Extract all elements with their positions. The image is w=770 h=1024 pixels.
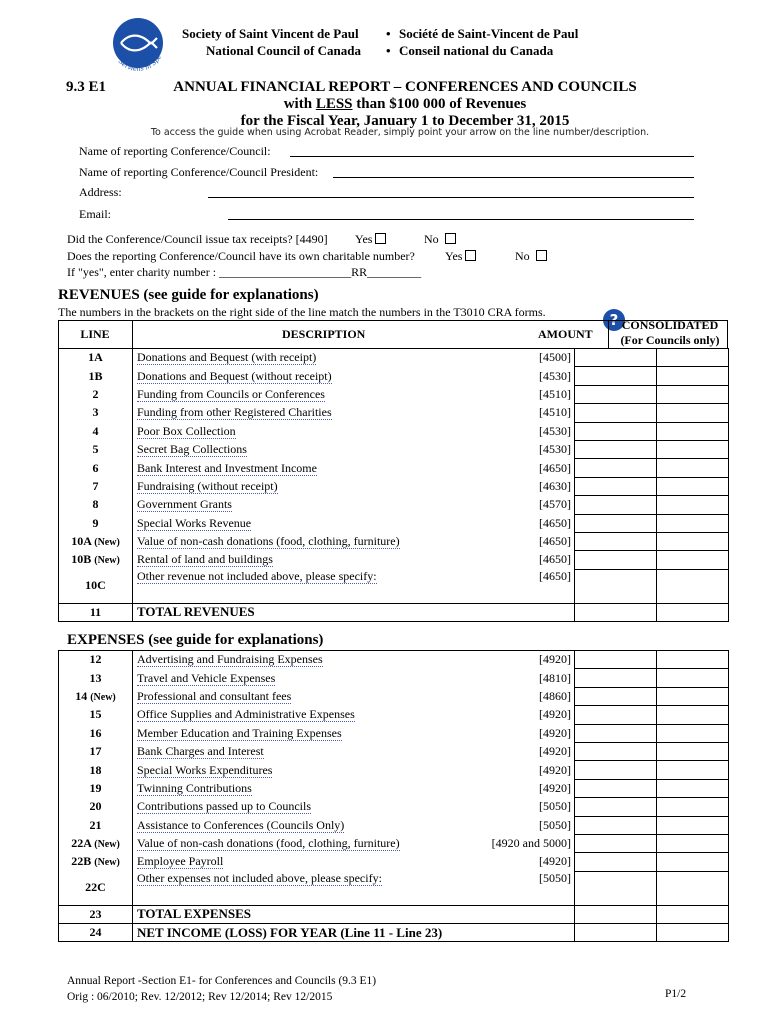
report-title: ANNUAL FINANCIAL REPORT – CONFERENCES AND COUNCILS [173,79,637,95]
cra-code: [4920] [473,853,575,871]
col-amount: AMOUNT [538,327,593,341]
line-number: 23 [59,905,133,923]
line-number[interactable]: 14 (New) [59,687,133,705]
line-number[interactable]: 1B [59,367,133,385]
fiscal-year: for the Fiscal Year, January 1 to December 31, 2015 [240,113,570,129]
form-id: 9.3 E1 [66,79,107,95]
org-name-fr: Société de Saint-Vincent de Paul [399,26,579,41]
table-row [59,477,729,495]
amount-field[interactable] [575,422,657,440]
line-number[interactable]: 22A (New) [59,834,133,852]
charitable-no: No [515,249,547,264]
address-label: Address: [79,185,122,199]
line-number[interactable]: 16 [59,724,133,742]
cra-code: [4920] [473,706,575,724]
line-number[interactable]: 10C [59,569,133,603]
table-row [59,349,729,367]
consolidated-field[interactable] [657,816,729,834]
amount-field[interactable] [575,779,657,797]
consolidated-field[interactable] [657,422,729,440]
amount-field[interactable] [575,742,657,760]
table-row [59,724,729,742]
line-description[interactable]: Advertising and Fundraising Expenses [137,652,323,667]
ssvp-logo [107,17,169,79]
line-number[interactable]: 2 [59,385,133,403]
line-description[interactable]: Travel and Vehicle Expenses [137,670,276,685]
amount-field[interactable] [575,871,657,905]
table-row [59,532,729,550]
line-number[interactable]: 22C [59,871,133,905]
amount-field[interactable] [575,706,657,724]
line-description[interactable]: Special Works Expenditures [137,762,273,777]
consolidated-field[interactable] [657,853,729,871]
consolidated-field[interactable] [657,651,729,669]
consolidated-field[interactable] [657,706,729,724]
table-row [59,367,729,385]
consolidated-field[interactable] [657,496,729,514]
line-description[interactable]: Government Grants [137,497,232,512]
cra-code: [4650] [473,551,575,569]
total-description: TOTAL EXPENSES [133,905,575,923]
table-row [59,798,729,816]
tax-receipts-no: No [424,232,456,247]
amount-field[interactable] [575,853,657,871]
consolidated-field[interactable] [657,871,729,905]
footer-line-1: Annual Report -Section E1- for Conferences and Councils (9.3 E1) [67,975,377,987]
consolidated-field[interactable] [657,532,729,550]
cra-code: [4920] [473,724,575,742]
cra-code: [4650] [473,459,575,477]
line-number[interactable]: 6 [59,459,133,477]
logo-motto: Serviens in Spe [116,53,164,73]
page-number: P1/2 [665,988,687,1000]
line-number[interactable]: 10B (New) [59,551,133,569]
cra-code: [4570] [473,496,575,514]
line-description[interactable]: Donations and Bequest (with receipt) [137,350,317,365]
consolidated-field[interactable] [657,742,729,760]
amount-field[interactable] [575,724,657,742]
tax-receipts-question: Did the Conference/Council issue tax receipts? [4490] [67,232,328,246]
amount-field[interactable] [575,816,657,834]
cra-code: [4530] [473,422,575,440]
consolidated-field[interactable] [657,459,729,477]
footer-line-2: Orig : 06/2010; Rev. 12/2012; Rev 12/2014; Rev 12/2015 [67,991,333,1003]
cra-code: [4530] [473,440,575,458]
line-description[interactable]: Bank Charges and Interest [137,744,264,759]
line-number[interactable]: 19 [59,779,133,797]
table-row [59,687,729,705]
line-number[interactable]: 20 [59,798,133,816]
cra-code: [4860] [473,687,575,705]
total-description: TOTAL REVENUES [133,603,575,621]
line-number[interactable]: 15 [59,706,133,724]
amount-field[interactable] [575,404,657,422]
line-description[interactable]: Secret Bag Collections [137,442,247,457]
line-description[interactable]: Twinning Contributions [137,780,252,795]
line-description[interactable]: Fundraising (without receipt) [137,478,278,493]
address-field[interactable] [208,197,694,198]
table-row [59,514,729,532]
table-row [59,871,729,905]
cra-code: [4650] [473,514,575,532]
line-number[interactable]: 8 [59,496,133,514]
line-number[interactable]: 17 [59,742,133,760]
table-row [59,834,729,852]
line-description[interactable]: Rental of land and buildings [137,552,273,567]
line-description[interactable]: Value of non-cash donations (food, clothing, furniture) [137,836,400,851]
cra-code: [4920] [473,779,575,797]
charitable-yes: Yes [445,249,476,264]
council-name-en: National Council of Canada [206,43,361,58]
consolidated-field[interactable] [657,724,729,742]
total-description: NET INCOME (LOSS) FOR YEAR (Line 11 - Line 23) [133,924,575,942]
cra-code: [4630] [473,477,575,495]
line-number: 11 [59,603,133,621]
consolidated-field[interactable] [657,798,729,816]
amount-field[interactable] [575,669,657,687]
amount-field[interactable] [575,496,657,514]
header-bullet-2: • [386,43,391,58]
consolidated-field[interactable] [657,779,729,797]
name-field[interactable] [290,156,694,157]
table-row [59,496,729,514]
cra-code: [4920] [473,651,575,669]
consolidated-field[interactable] [657,514,729,532]
amount-field[interactable] [575,367,657,385]
line-description[interactable]: Contributions passed up to Councils [137,799,311,814]
table-row [59,761,729,779]
email-field[interactable] [228,219,694,220]
charitable-yes-checkbox[interactable] [465,250,476,261]
amount-field[interactable] [575,834,657,852]
line-description[interactable]: Assistance to Conferences (Councils Only) [137,817,345,832]
cra-code: [4500] [473,349,575,367]
total-amount-field[interactable] [575,905,657,923]
org-name-en: Society of Saint Vincent de Paul [182,26,359,41]
charitable-number-question: Does the reporting Conference/Council have its own charitable number? [67,249,415,263]
col-description: DESCRIPTION [282,327,366,341]
line-description[interactable]: Other revenue not included above, please specify: [137,569,377,584]
amount-field[interactable] [575,477,657,495]
table-row [59,440,729,458]
line-description[interactable]: Employee Payroll [137,854,224,869]
total-consolidated-field[interactable] [657,603,729,621]
consolidated-field[interactable] [657,349,729,367]
line-number[interactable]: 18 [59,761,133,779]
cra-code: [5050] [473,798,575,816]
cra-code: [4510] [473,385,575,403]
table-row [59,459,729,477]
charity-number-field[interactable]: If "yes", enter charity number : ______________________RR_________ [67,265,422,279]
consolidated-field[interactable] [657,834,729,852]
table-row [59,706,729,724]
consolidated-field[interactable] [657,477,729,495]
table-row [59,816,729,834]
line-number[interactable]: 1A [59,349,133,367]
line-description[interactable]: Poor Box Collection [137,423,236,438]
table-row [59,385,729,403]
revenues-heading: REVENUES (see guide for explanations) [58,287,319,303]
footer [67,973,376,1005]
line-number: 24 [59,924,133,942]
guide-note: To access the guide when using Acrobat Reader, simply point your arrow on the line number/description. [150,127,650,138]
table-row [59,551,729,569]
cra-code: [4650] [473,569,575,603]
council-name-fr: Conseil national du Canada [399,43,554,58]
cra-code: [4920] [473,742,575,760]
consolidated-field[interactable] [657,687,729,705]
line-description[interactable]: Bank Interest and Investment Income [137,460,317,475]
president-field[interactable] [333,177,694,178]
cra-code: [4920] [473,761,575,779]
cra-code: [4920 and 5000] [473,834,575,852]
amount-field[interactable] [575,532,657,550]
t3010-note: The numbers in the brackets on the right side of the line match the numbers in the T3010 CRA forms. [58,305,546,319]
line-description[interactable]: Value of non-cash donations (food, clothing, furniture) [137,534,400,549]
total-amount-field[interactable] [575,924,657,942]
help-icon[interactable]: ? [603,309,625,331]
line-description[interactable]: Funding from Councils or Conferences [137,386,325,401]
revenues-table [58,348,729,622]
expenses-table [58,650,729,942]
consolidated-field[interactable] [657,367,729,385]
col-line: LINE [80,327,110,341]
cra-code: [4510] [473,404,575,422]
consolidated-field[interactable] [657,669,729,687]
line-number[interactable]: 9 [59,514,133,532]
net-income-row [59,924,729,942]
cra-code: [4810] [473,669,575,687]
cra-code: [5050] [473,816,575,834]
table-row [59,779,729,797]
consolidated-header: CONSOLIDATED (For Councils only) [620,318,720,347]
president-label: Name of reporting Conference/Council President: [79,165,319,179]
table-row [59,569,729,603]
cra-code: [4650] [473,532,575,550]
amount-field[interactable] [575,569,657,603]
consolidated-field[interactable] [657,761,729,779]
total-expenses-row [59,905,729,923]
amount-field[interactable] [575,459,657,477]
total-amount-field[interactable] [575,603,657,621]
table-header [58,320,728,348]
line-number[interactable]: 10A (New) [59,532,133,550]
consolidated-field[interactable] [657,440,729,458]
table-row [59,422,729,440]
line-number[interactable]: 7 [59,477,133,495]
line-number[interactable]: 22B (New) [59,853,133,871]
tax-receipts-yes-checkbox[interactable] [375,233,386,244]
line-description[interactable]: Donations and Bequest (without receipt) [137,368,332,383]
line-number[interactable]: 4 [59,422,133,440]
email-label: Email: [79,207,111,221]
table-row [59,669,729,687]
consolidated-field[interactable] [657,569,729,603]
line-number[interactable]: 12 [59,651,133,669]
amount-field[interactable] [575,349,657,367]
total-consolidated-field[interactable] [657,924,729,942]
consolidated-field[interactable] [657,551,729,569]
table-row [59,853,729,871]
total-consolidated-field[interactable] [657,905,729,923]
amount-field[interactable] [575,514,657,532]
tax-receipts-yes: Yes [355,232,386,247]
consolidated-field[interactable] [657,404,729,422]
tax-receipts-no-checkbox[interactable] [445,233,456,244]
line-description[interactable]: Office Supplies and Administrative Expenses [137,707,355,722]
name-label: Name of reporting Conference/Council: [79,144,271,158]
amount-field[interactable] [575,687,657,705]
total-revenues-row [59,603,729,621]
line-number[interactable]: 21 [59,816,133,834]
line-description[interactable]: Member Education and Training Expenses [137,725,342,740]
line-number[interactable]: 3 [59,404,133,422]
charitable-no-checkbox[interactable] [536,250,547,261]
line-description[interactable]: Other expenses not included above, please specify: [137,871,382,886]
cra-code: [4530] [473,367,575,385]
header-bullet: • [386,26,391,41]
line-description[interactable]: Special Works Revenue [137,515,252,530]
amount-field[interactable] [575,798,657,816]
table-row [59,742,729,760]
table-row [59,404,729,422]
consolidated-field[interactable] [657,385,729,403]
line-number[interactable]: 13 [59,669,133,687]
line-description[interactable]: Funding from other Registered Charities [137,405,332,420]
amount-field[interactable] [575,440,657,458]
amount-field[interactable] [575,385,657,403]
amount-field[interactable] [575,651,657,669]
line-number[interactable]: 5 [59,440,133,458]
amount-field[interactable] [575,551,657,569]
report-subtitle: with LESS than $100 000 of Revenues [283,96,527,112]
amount-field[interactable] [575,761,657,779]
table-row [59,651,729,669]
cra-code: [5050] [473,871,575,905]
line-description[interactable]: Professional and consultant fees [137,688,292,703]
expenses-heading: EXPENSES (see guide for explanations) [67,632,324,648]
